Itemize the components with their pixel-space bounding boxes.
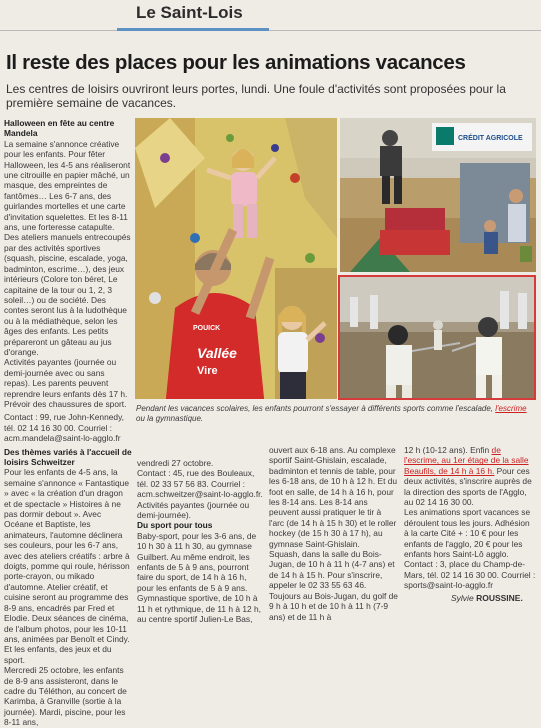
paragraph: Pour les enfants de 4-5 ans, la semaine s'annonce « Fantastique » avec « la création d'un dragon et de spectacle » Histoires à ne pas dormir debout ». Avec Océane et Baptiste, les animateurs, l'automne déclinera ses couleurs, pour les 6-7 ans, avec des ateliers créatifs : arbre à doigts, pomme qui roule, hérisson porte-crayon, ou mikado d'automne. Atelier créatif, et cuisine seront au programme des 8-9 ans, encadrés par Fred et Elodie. Deux séances de cinéma, de l'album photos, pour les 10-11 ans, animées par Benoît et Cindy. Et les enfants, des jeux et du sport. [4, 467, 130, 665]
caption-text: Pendant les vacances scolaires, les enfants pourront s'essayer à différents sports comme l'escalade, [136, 404, 494, 413]
paragraph: ouvert aux 6-18 ans. Au complexe sportif Saint-Ghislain, escalade, badminton et tennis de table, pour les 6-18 ans, de 10 h à 12 h. Et du foot en salle, de 14 h à 16 h, pour les 8-14 ans. Les 8-14 ans peuvent aussi pratiquer le tir à l'arc (de 14 h à 15 h 30) et le roller hockey (de 15 h 30 à 17 h), au gymnase Saint-Ghislain. [269, 445, 398, 549]
paragraph: Squash, dans la salle du Bois-Jugan, de 10 h à 11 h (4-7 ans) et de 14 h à 15 h. Pour s'inscrire, appeler le 02 33 55 63 46. Toujours au Bois-Jugan, du golf de 9 h à 10 h et de 10 h à 11 h (7-9 ans) et de 11 h à [269, 549, 398, 622]
article-column-c [404, 445, 536, 591]
photo-climbing [135, 118, 337, 399]
contact-schweitzer: Contact : 45, rue des Bouleaux, tél. 02 33 57 56 83. Courriel : acm.schweitzer@saint-lo-agglo.fr. Activités payantes (journée ou demi-journée). [137, 468, 263, 521]
author-signature [451, 593, 523, 603]
author-last-name: ROUSSINE. [476, 593, 523, 603]
paragraph: Les animations sport vacances se déroulent tous les jours. Adhésion à la carte Cité + : 10 € pour les enfants de l'agglo, 20 € pour les enfants hors Saint-Lô agglo. [404, 507, 531, 560]
climbing-illustration [135, 118, 337, 399]
section-title: Le Saint-Lois [136, 3, 243, 22]
author-first-name: Sylvie [451, 593, 474, 603]
subhead-mandela: Halloween en fête au centre Mandela [4, 118, 115, 139]
paragraph: Baby-sport, pour les 3-6 ans, de 10 h 30 à 11 h 30, au gymnase Guilbert. Au même endroit, les enfants de 5 à 9 ans, pourront faire du sport, de 14 h à 16 h, pour les enfants de 5 à 9 ans. Gymnastique sportive, de 10 h à 11 h et rythmique, de 11 h à 12 h, au centre sportif Julien-Le Bas, [137, 530, 261, 625]
paragraph: Des ateliers manuels entrecoupés par des activités sportives (squash, piscine, escalade, yoga, badminton, escrime…), des jeux intérieurs (Colore ton béret, Le capitaine de la tour ou 1, 2, 3 soleil…) ou de société. Des contes seront lus à la ludothèque ou à la médiathèque, selon les âges des enfants. Les petits prépareront un gâteau au jus d'orange. [4, 232, 131, 357]
fencing-illustration [340, 277, 534, 398]
photo-gymnastics [340, 118, 536, 272]
fencing-highlight: de l'escrime, au 1er étage de la salle Beaufils, de 14 h à 16 h. [404, 445, 529, 476]
paragraph: 12 h (10-12 ans). Enfin de l'escrime, au 1er étage de la salle Beaufils, de 14 h à 16 h. Pour ces deux activités, s'inscrire auprès de la direction des sports de l'Agglo, au 02 14 16 30 00. [404, 445, 532, 508]
contact-sports: Contact : 3, place du Champ-de-Mars, tél. 02 14 16 30 00. Courriel : sports@saint-lo-agglo.fr [404, 559, 536, 591]
article-lead: Les centres de loisirs ouvriront leurs portes, lundi. Une foule d'activités sont proposées pour la première semaine de vacances. [6, 82, 506, 110]
section-header [0, 0, 541, 31]
shirt-text: Vire [197, 365, 218, 377]
subhead-schweitzer: Des thèmes variés à l'accueil de loisirs Schweitzer [4, 446, 132, 467]
caption-highlight: l'escrime [495, 404, 527, 413]
photo-fencing [338, 275, 536, 400]
paragraph: Activités payantes (journée ou demi-journée avec ou sans repas). Les parents peuvent reprendre leurs enfants dès 17 h. Prévoir des chaussures de sport. [4, 357, 128, 409]
shirt-text: Vallée [197, 345, 237, 361]
contact-mandela: Contact : 99, rue John-Kennedy, tél. 02 14 16 30 00. Courriel : acm.mandela@saint-lo-agglo.fr [4, 412, 124, 444]
shirt-text: POUICK [193, 325, 221, 332]
photo-caption [136, 404, 536, 424]
article-column-a [137, 458, 264, 625]
article-column-b [269, 445, 398, 622]
left-column [4, 118, 132, 728]
subhead-sport: Du sport pour tous [137, 520, 213, 531]
article-headline: Il reste des places pour les animations vacances [6, 51, 466, 74]
banner-text: CRÉDIT AGRICOLE [458, 135, 523, 142]
paragraph: vendredi 27 octobre. [137, 458, 214, 468]
gym-illustration [340, 118, 536, 272]
paragraph: Mercredi 25 octobre, les enfants de 8-9 ans assisteront, dans le cadre du Téléthon, au concert de Karimba, à Granville (sortie à la journée). Mardi, piscine, pour les 8-11 ans, [4, 665, 127, 728]
paragraph: La semaine s'annonce créative pour les enfants. Pour fêter Halloween, les 4-5 ans réaliseront une citrouille en papier mâché, un masque, des empreintes de fantômes… Les 6-7 ans, des guirlandes mortelles et une carte d'invitation squelettes. Et les 8-11 ans, une forteresse catapulte. [4, 138, 131, 233]
caption-end: ou la gymnastique. [136, 414, 204, 423]
